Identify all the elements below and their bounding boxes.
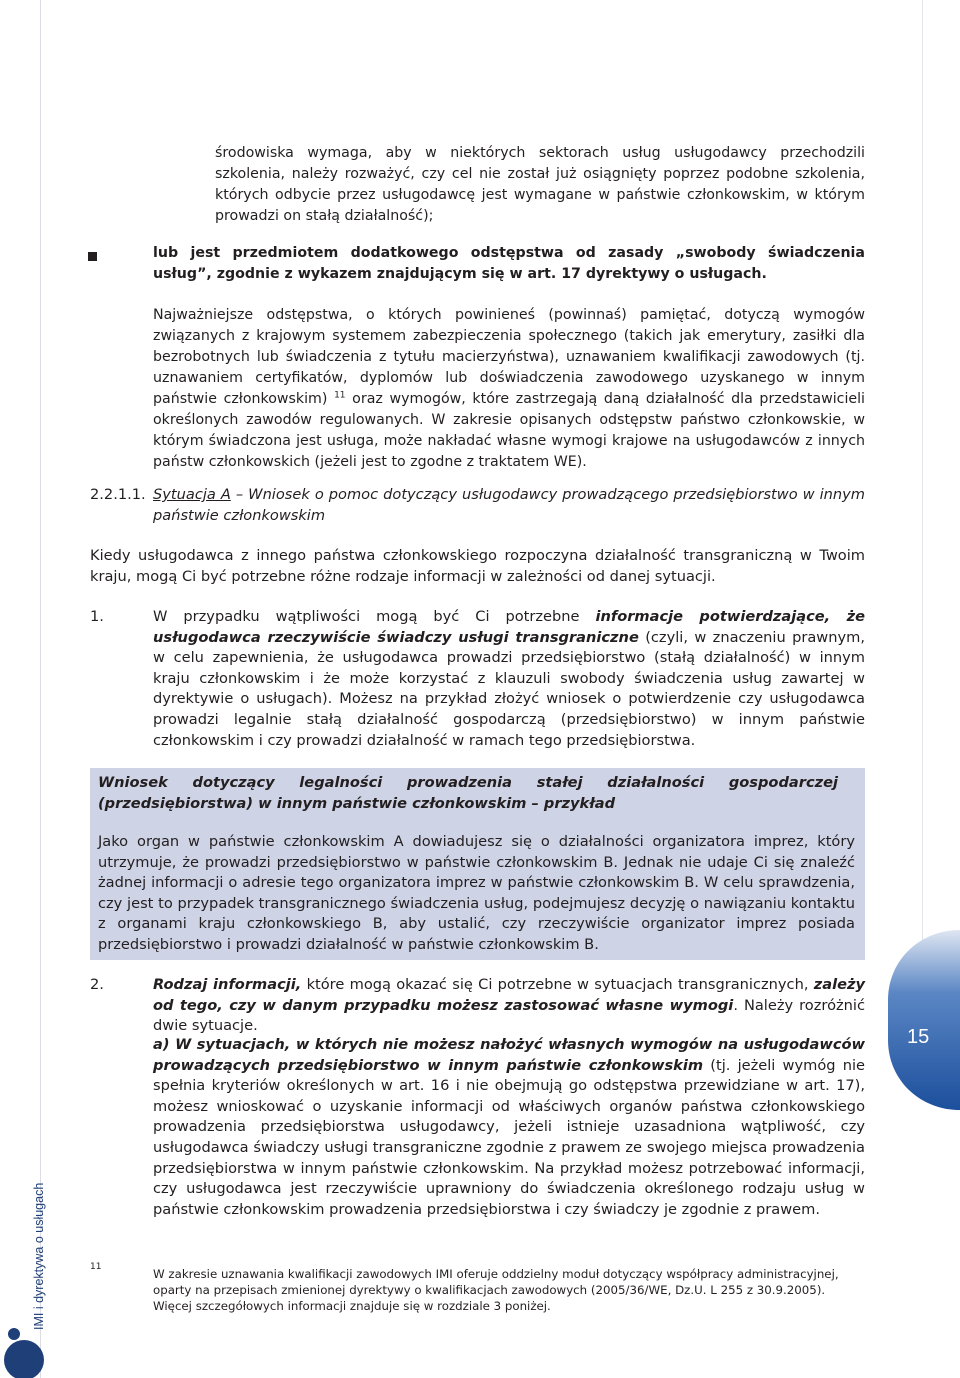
- section-title-underlined: Sytuacja A: [153, 486, 231, 503]
- footnote-text: W zakresie uznawania kwalifikacji zawodowych IMI oferuje oddzielny moduł dotyczący współpracy administracyjnej, oparty na przepisach zmienionej dyrektywy o kwalifikacjach zawodowych (2005/36/WE, Dz.U. L 255 z 30.9.2005). Więcej szczegółowych informacji znajduje się w rozdziale 3 poniżej.: [153, 1267, 839, 1314]
- item2-text: [153, 975, 865, 1037]
- item2-bold1: Rodzaj informacji,: [153, 976, 302, 993]
- section-title: [153, 485, 865, 526]
- section-number: 2.2.1.1.: [90, 486, 146, 503]
- sub-a-rest: (tj. jeżeli wymóg nie spełnia kryteriów określonych w art. 16 i nie obejmują go odstępstwa przewidziane w art. 17), możesz wnioskować o uzyskanie informacji od właściwych organów państwa członkowskiego prowadzenia przedsiębiorstwa usługodawcy, jeżeli istnieje uzasadniona wątpliwość, czy usługodawca świadczy usługi transgraniczne zgodnie z prawem ze swojego miejsca prowadzenia przedsiębiorstwa w innym państwie członkowskim. Na przykład możesz potrzebować informacji, czy usługodawca jest rzeczywiście uprawniony do świadczenia określonego rodzaju usług w państwie członkowskim prowadzenia przedsiębiorstwa i czy świadczy je zgodnie z prawem.: [153, 1056, 865, 1218]
- item2-bold2: zależy od tego, czy w danym przypadku możesz zastosować własne wymogi: [153, 976, 865, 1014]
- right-margin-line: [922, 0, 923, 1000]
- side-title: IMI i dyrektywa o usługach: [32, 1182, 46, 1330]
- item2-number: 2.: [90, 976, 104, 993]
- left-margin-line: [40, 0, 41, 1378]
- exceptions-part1: Najważniejsze odstępstwa, o których powinieneś (powinnaś) pamiętać, dotyczą wymogów związanych z krajowym systemem zabezpieczenia społecznego (takich jak emerytury, zasiłki dla bezrobotnych lub świadczenia z tytułu macierzyństwa), uznawaniem kwalifikacji zawodowych (tj. uznawaniem certyfikatów, dyplomów lub doświadczenia zawodowego uzyskanego w innym państwie członkowskim): [153, 307, 865, 407]
- sub-a-bold: a) W sytuacjach, w których nie możesz nałożyć własnych wymogów na usługodawców prowadzących przedsiębiorstwo w innym państwie członkowskim: [153, 1036, 865, 1074]
- page-number: 15: [907, 1026, 930, 1048]
- sub-a-text: [153, 1035, 865, 1220]
- item2-text2: . Należy rozróżnić dwie sytuacje.: [153, 996, 865, 1035]
- footnote-number: 11: [90, 1262, 102, 1272]
- intro-paragraph: środowiska wymaga, aby w niektórych sektorach usług usługodawcy przechodzili szkolenia, należy rozważyć, czy cel nie został już osiągnięty poprzez podobne szkolenia, których odbycie przez usługodawcę jest wymagane w państwie członkowskim, w którym prowadzi on stałą działalność);: [215, 145, 865, 224]
- bullet-text: lub jest przedmiotem dodatkowego odstępstwa od zasady „swobody świadczenia usług”, zgodnie z wykazem znajdującym się w art. 17 dyrektywy o usługach.: [153, 245, 865, 282]
- item1-number: 1.: [90, 608, 104, 625]
- item1-emphasis: informacje potwierdzające, że usługodawca rzeczywiście świadczy usługi transgraniczne: [153, 608, 865, 646]
- section-intro: Kiedy usługodawca z innego państwa członkowskiego rozpoczyna działalność transgraniczną w Twoim kraju, mogą Ci być potrzebne różne rodzaje informacji w zależności od danej sytuacji.: [90, 547, 865, 585]
- exceptions-part2: oraz wymogów, które zastrzegają daną działalność dla przedstawicieli określonych zawodów regulowanych. W zakresie opisanych odstępstw państwo członkowskie, w którym świadczona jest usługa, może nakładać własne wymogi krajowe na usługodawców z innych państw członkowskich (jeżeli jest to zgodne z traktatem WE).: [153, 391, 866, 470]
- exceptions-paragraph: [153, 305, 865, 473]
- item1-text: [153, 607, 865, 751]
- page-number-tab: [860, 930, 960, 1110]
- section-title-rest: – Wniosek o pomoc dotyczący usługodawcy prowadzącego przedsiębiorstwo w innym państwie członkowskim: [153, 486, 865, 524]
- decorative-circles: [0, 1320, 60, 1378]
- item2-text1: które mogą okazać się Ci potrzebne w sytuacjach transgranicznych,: [301, 976, 814, 993]
- item1-part-a: W przypadku wątpliwości mogą być Ci potrzebne: [153, 608, 596, 625]
- example-box-title: Wniosek dotyczący legalności prowadzenia stałej działalności gospodarczej (przedsiębiorstwa) w innym państwie członkowskim – przykład: [98, 774, 838, 812]
- bullet-square: [88, 252, 97, 261]
- example-box-body: Jako organ w państwie członkowskim A dowiadujesz się o działalności organizatora imprez, który utrzymuje, że prowadzi przedsiębiorstwo w państwie członkowskim B. Jednak nie udaje Ci się znaleźć żadnej informacji o adresie tego organizatora imprez w państwie członkowskim B. W celu sprawdzenia, czy jest to przypadek transgranicznego świadczenia usług, podejmujesz decyzję o nawiązaniu kontaktu z organami kraju członkowskiego B, aby ustalić, czy rzeczywiście organizator imprez posiada przedsiębiorstwo i prowadzi działalność w państwie członkowskim B.: [98, 833, 855, 953]
- item1-part-b: (czyli, w znaczeniu prawnym, w celu zapewnienia, że usługodawca prowadzi przedsiębiorstwo (stałą działalność) w innym kraju członkowskim i że może korzystać z klauzuli swobody świadczenia usług zawartej w dyrektywie o usługach). Możesz na przykład złożyć wniosek o potwierdzenie czy usługodawca prowadzi legalnie stałą działalność gospodarczą (przedsiębiorstwo) w innym państwie członkowskim i czy prowadzi działalność w ramach tego przedsiębiorstwa.: [153, 628, 865, 749]
- footnote-ref[interactable]: 11: [334, 390, 346, 401]
